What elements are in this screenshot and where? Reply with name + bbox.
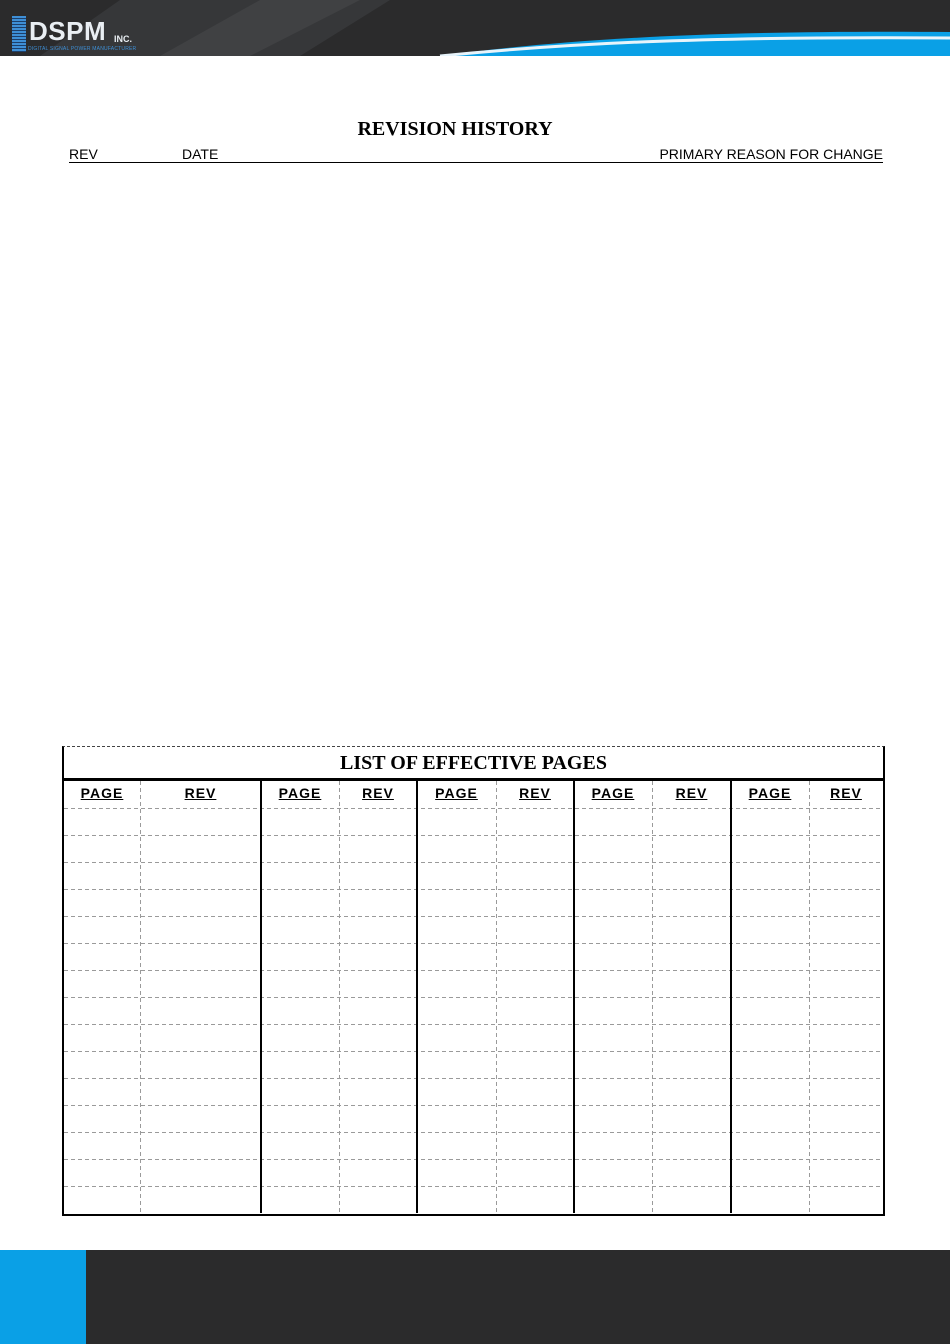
- effective-pages-table: [62, 746, 885, 1216]
- effective-pages-grid: [64, 781, 883, 1214]
- page-column-header: PAGE: [591, 785, 635, 801]
- page-header: [0, 0, 950, 56]
- page-footer: [0, 1250, 950, 1344]
- page-column-header: PAGE: [748, 785, 792, 801]
- rev-column-header: REV: [362, 785, 394, 801]
- rev-column-header: REV: [519, 785, 551, 801]
- effective-pages-title: LIST OF EFFECTIVE PAGES: [64, 747, 883, 781]
- rev-column-header: REV: [184, 785, 217, 801]
- reason-column-header: PRIMARY REASON FOR CHANGE: [659, 146, 883, 162]
- footer-accent: [0, 1250, 86, 1344]
- page-column-header: PAGE: [80, 785, 124, 801]
- logo-suffix: INC.: [114, 34, 132, 44]
- rev-column-header: REV: [675, 785, 708, 801]
- logo-tagline: DIGITAL SIGNAL POWER MANUFACTURER: [28, 46, 137, 52]
- logo-text: DSPM: [29, 16, 107, 46]
- grid-lines: [64, 781, 883, 1213]
- rev-column-header: REV: [69, 146, 98, 162]
- revision-history-header: [69, 147, 883, 163]
- rev-column-header: REV: [830, 785, 862, 801]
- page-column-header: PAGE: [278, 785, 322, 801]
- revision-history-title: REVISION HISTORY: [357, 118, 553, 140]
- dspm-logo: [12, 14, 152, 54]
- dspm-logo-icon: [12, 16, 26, 52]
- page-column-header: PAGE: [435, 785, 478, 801]
- date-column-header: DATE: [182, 146, 219, 162]
